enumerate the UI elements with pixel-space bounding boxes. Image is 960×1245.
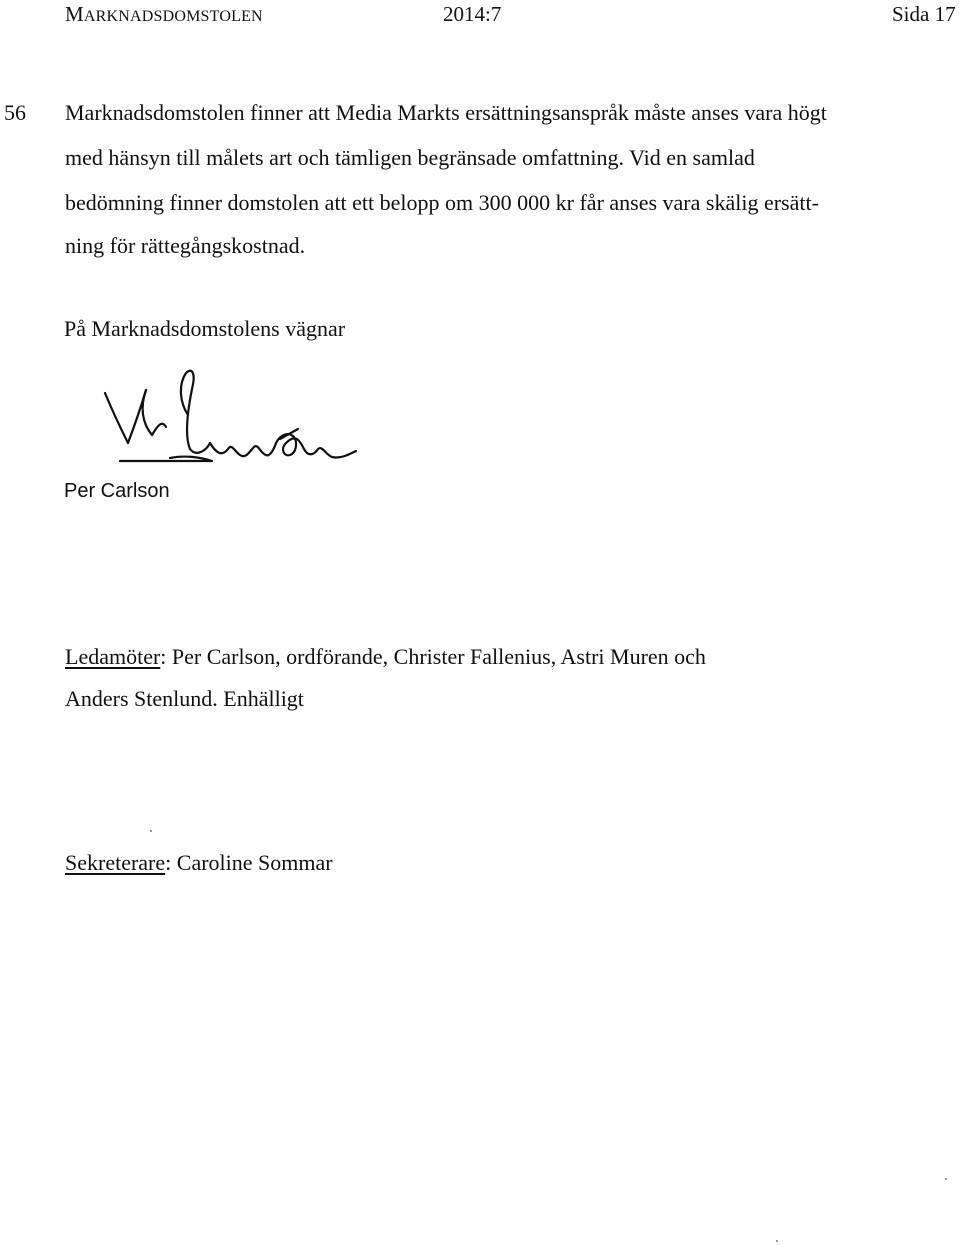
secretary-name: : Caroline Sommar	[165, 850, 333, 875]
case-number: 2014:7	[443, 2, 502, 26]
secretary-label: Sekreterare	[65, 850, 166, 875]
page-number: Sida 17	[892, 2, 956, 26]
court-name-initial: M	[65, 2, 84, 26]
scan-speck	[776, 1240, 778, 1242]
paragraph-line-3: bedömning finner domstolen att ett belopp om 300 000 kr får anses vara skälig ersätt-	[65, 190, 819, 215]
paragraph-line-4: ning för rättegångskostnad.	[65, 233, 306, 258]
handwritten-signature	[100, 365, 360, 475]
signer-name: Per Carlson	[64, 480, 170, 502]
scan-speck	[945, 1178, 947, 1180]
paragraph-number: 56	[4, 100, 26, 125]
secretary-line	[65, 850, 333, 876]
court-name-header	[65, 2, 263, 27]
scan-speck	[150, 830, 152, 832]
paragraph-line-1: Marknadsdomstolen finner att Media Markts ersättningsanspråk måste anses vara högt	[65, 100, 827, 125]
court-name-rest: ARKNADSDOMSTOLEN	[83, 8, 263, 25]
members-line-1	[65, 644, 706, 670]
members-label: Ledamöter	[65, 644, 161, 669]
paragraph-line-2: med hänsyn till målets art och tämligen begränsade omfattning. Vid en samlad	[65, 145, 755, 170]
members-list: : Per Carlson, ordförande, Christer Fallenius, Astri Muren och	[160, 644, 706, 669]
on-behalf-line: På Marknadsdomstolens vägnar	[64, 316, 346, 341]
members-line-2: Anders Stenlund. Enhälligt	[65, 686, 304, 711]
